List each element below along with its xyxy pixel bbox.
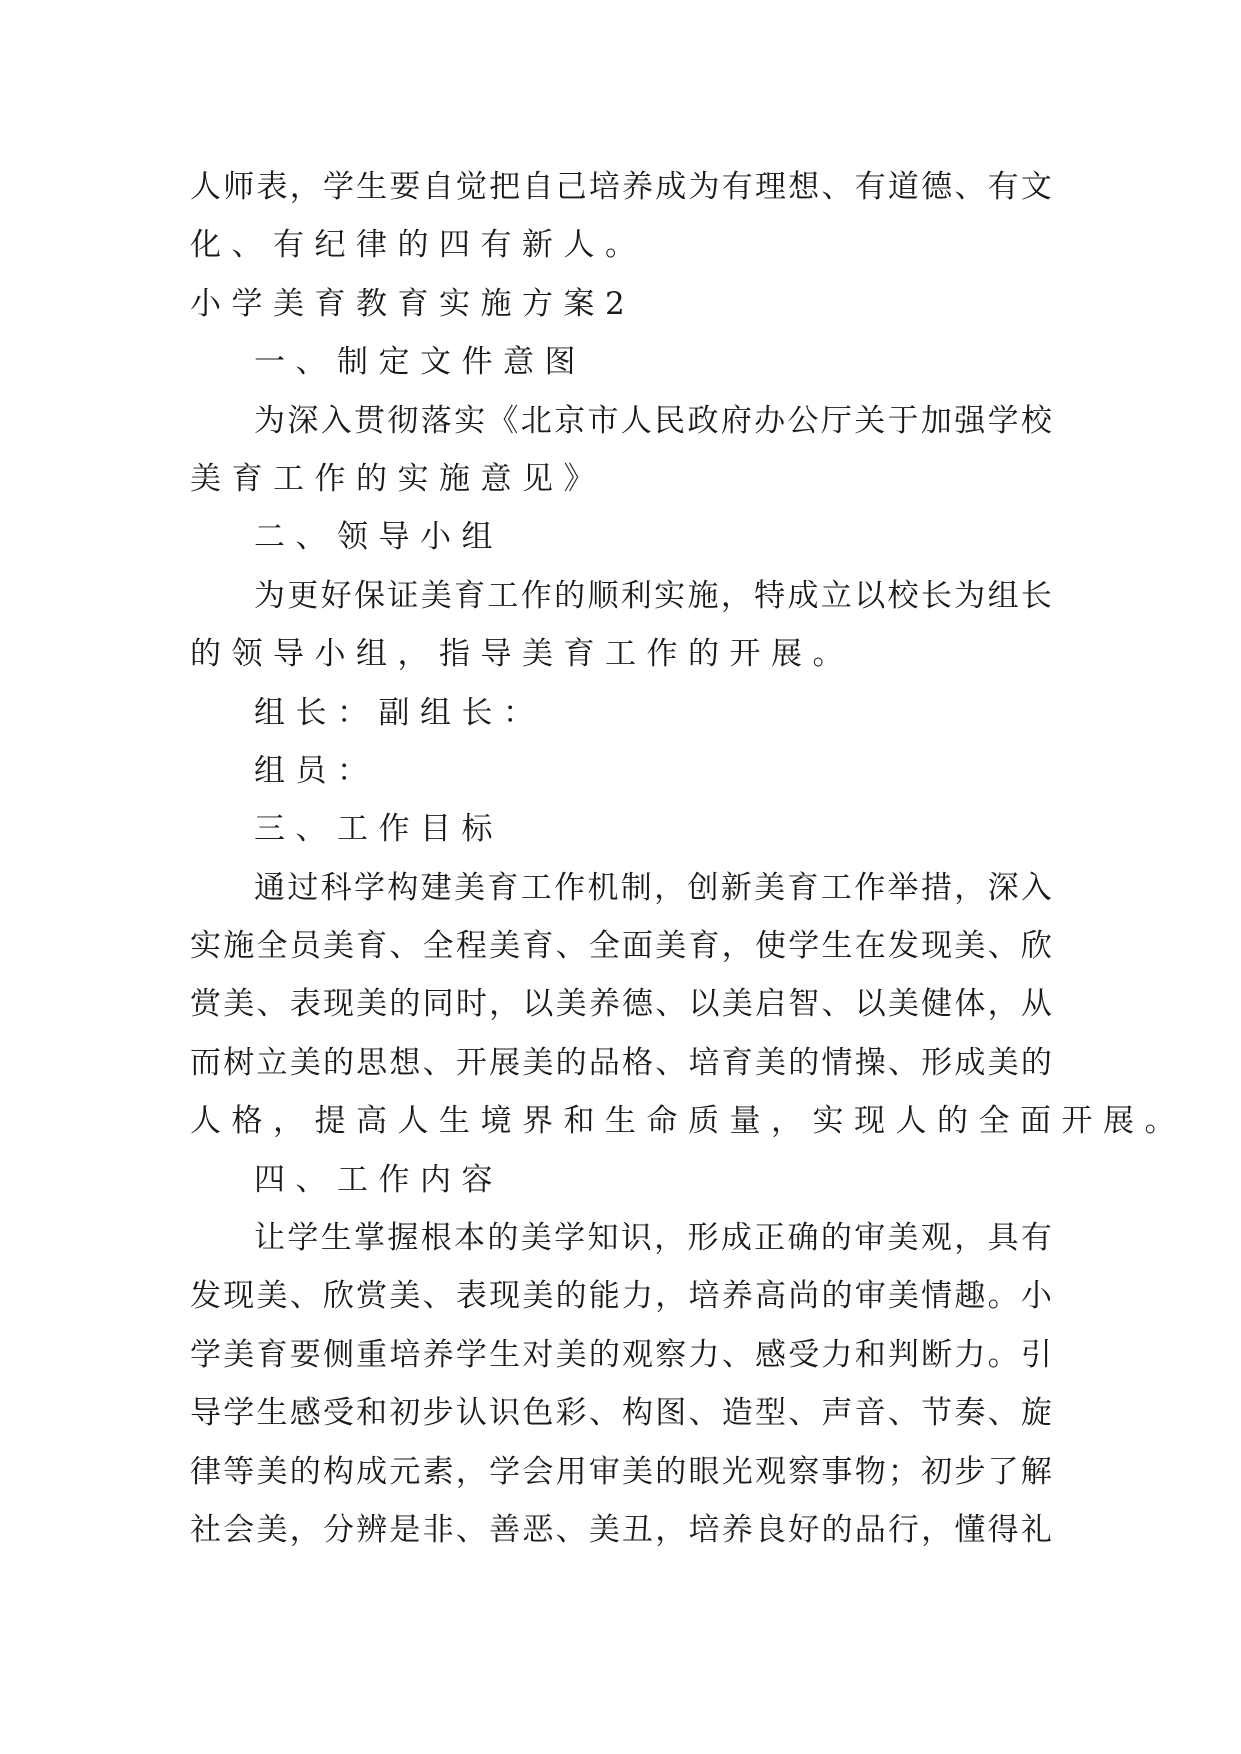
heading-1: 一、制定文件意图 (254, 344, 586, 381)
text-line: 为 深 入 贯 彻 落 实 《 北 京 市 人 民 政 府 办 公 厅 关 于 加 强 学 校 (254, 402, 1052, 439)
text-line: 发 现 美 、 欣 赏 美 、 表 现 美 的 能 力 ， 培 养 高 尚 的 审 美 情 趣 。 小 (190, 1278, 1052, 1315)
text-line: 组长：副组长： (254, 694, 545, 731)
section-title: 小学美育教育实施方案2 (190, 285, 636, 322)
text-line: 律 等 美 的 构 成 元 素 ， 学 会 用 审 美 的 眼 光 观 察 事 物 ； 初 步 了 解 (190, 1453, 1052, 1490)
text-line: 导 学 生 感 受 和 初 步 认 识 色 彩 、 构 图 、 造 型 、 声 音 、 节 奏 、 旋 (190, 1395, 1052, 1432)
text-line: 美育工作的实施意见》 (190, 460, 605, 497)
text-line: 赏 美 、 表 现 美 的 同 时 ， 以 美 养 德 、 以 美 启 智 、 以 美 健 体 ， 从 (190, 986, 1052, 1023)
text-line: 组员： (254, 752, 379, 789)
text-line: 人格，提高人生境界和生命质量，实现人的全面开展。 (190, 1103, 1186, 1140)
text-line: 化、有纪律的四有新人。 (190, 227, 647, 264)
text-line: 而 树 立 美 的 思 想 、 开 展 美 的 品 格 、 培 育 美 的 情 操 、 形 成 美 的 (190, 1044, 1052, 1081)
text-line: 社 会 美 ， 分 辨 是 非 、 善 恶 、 美 丑 ， 培 养 良 好 的 品 行 ， 懂 得 礼 (190, 1511, 1052, 1548)
text-line: 的领导小组，指导美育工作的开展。 (190, 636, 854, 673)
text-line: 学 美 育 要 侧 重 培 养 学 生 对 美 的 观 察 力 、 感 受 力 和 判 断 力 。 引 (190, 1336, 1052, 1373)
heading-2: 二、领导小组 (254, 519, 503, 556)
text-line: 为 更 好 保 证 美 育 工 作 的 顺 利 实 施 ， 特 成 立 以 校 长 为 组 长 (254, 577, 1052, 614)
text-line: 实 施 全 员 美 育 、 全 程 美 育 、 全 面 美 育 ， 使 学 生 在 发 现 美 、 欣 (190, 928, 1052, 965)
heading-3: 三、工作目标 (254, 811, 503, 848)
text-line: 让 学 生 掌 握 根 本 的 美 学 知 识 ， 形 成 正 确 的 审 美 观 ， 具 有 (254, 1220, 1052, 1257)
body-text (190, 158, 1186, 1559)
text-line: 通 过 科 学 构 建 美 育 工 作 机 制 ， 创 新 美 育 工 作 举 措 ， 深 入 (254, 869, 1052, 906)
text-line: 人 师 表 ， 学 生 要 自 觉 把 自 己 培 养 成 为 有 理 想 、 有 道 德 、 有 文 (190, 169, 1052, 205)
heading-4: 四、工作内容 (254, 1161, 503, 1198)
